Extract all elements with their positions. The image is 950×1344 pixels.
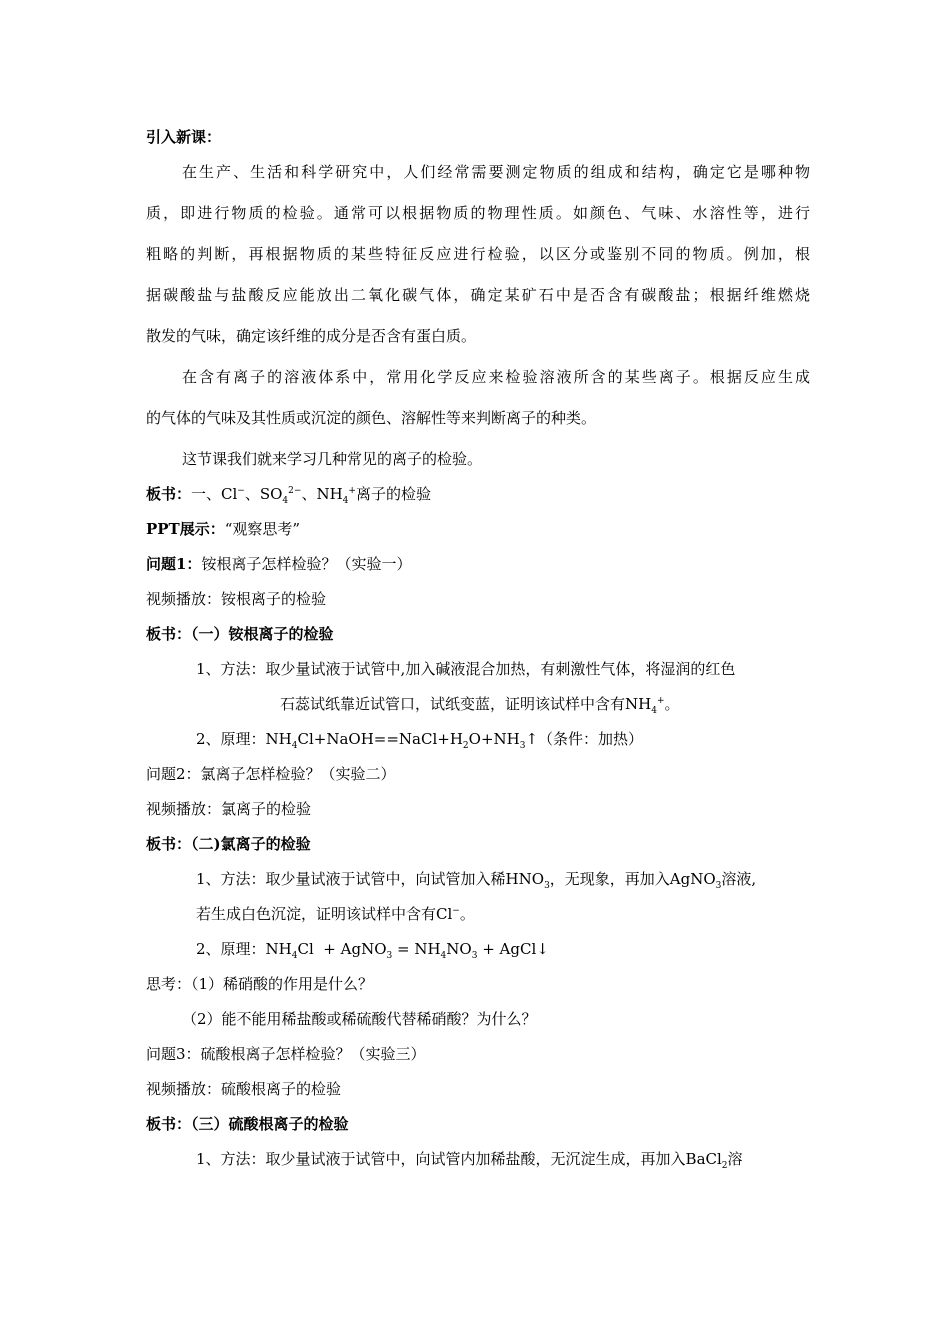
subscript: 4 [282,496,289,506]
subscript: 2 [721,1161,728,1171]
text-line: 在生产、生活和科学研究中，人们经常需要测定物质的组成和结构，确定它是哪种物 [182,163,810,181]
text-line: 粗略的判断，再根据物质的某些特征反应进行检验，以区分或鉴别不同的物质。例加，根 [146,245,810,263]
text: 2、原理：NH [196,730,292,748]
principle-1 [146,726,810,753]
subscript: 4 [291,741,298,751]
subscript: 3 [471,951,478,961]
document-body [146,124,810,1181]
ppt-text: “观察思考” [224,520,301,538]
video-3: 视频播放：硫酸根离子的检验 [146,1080,342,1098]
text-line: 的气体的气味及其性质或沉淀的颜色、溶解性等来判断离子的种类。 [146,409,597,427]
text: ↑（条件：加热） [525,730,644,748]
method-2-line-1 [146,866,810,893]
think-line-2: （2）能不能用稀盐酸或稀硫酸代替稀硝酸？为什么？ [182,1010,537,1028]
question-3: 问题3：硫酸根离子怎样检验？（实验三） [146,1045,426,1063]
intro-paragraph-3: 这节课我们就来学习几种常见的离子的检验。 [182,450,483,468]
text: ，无现象，再加入AgNO [549,870,716,888]
intro-paragraph-1 [146,159,810,350]
superscript: + [348,486,356,496]
subscript: 3 [715,881,722,891]
board-heading-4 [146,1111,810,1138]
board-heading-1 [146,481,810,508]
text: 溶液, [721,870,757,888]
text: 一、Cl [191,485,238,503]
question-2: 问题2：氯离子怎样检验？（实验二） [146,765,396,783]
think-line-1: 思考：（1）稀硝酸的作用是什么？ [146,975,374,993]
board-label: 板书： [146,485,192,503]
text: 石蕊试纸靠近试管口，试纸变蓝，证明该试样中含有NH [280,695,652,713]
superscript: + [656,696,665,706]
question-text: 铵根离子怎样检验？（实验一） [201,555,412,573]
text: Cl+NaOH==NaCl+H [297,730,463,748]
subscript: 3 [544,881,550,891]
text-line: 据碳酸盐与盐酸反应能放出二氧化碳气体，确定某矿石中是否含有碳酸盐；根据纤维燃烧 [146,286,810,304]
video-2: 视频播放：氯离子的检验 [146,800,312,818]
ppt-line [146,516,810,543]
subscript: 3 [519,741,526,751]
text: = NH [392,940,441,958]
board-label: 板书： [146,835,192,853]
subscript: 3 [386,951,393,961]
intro-heading: 引入新课： [146,128,222,146]
text: Cl + AgNO [297,940,387,958]
text: 1、方法：取少量试液于试管中，向试管内加稀盐酸，无沉淀生成，再加入BaCl [196,1150,722,1168]
board-text: （三）硫酸根离子的检验 [191,1115,349,1133]
ppt-label: PPT展示： [146,520,225,538]
board-heading-3 [146,831,810,858]
text: 。 [459,905,475,923]
subscript: 4 [291,951,298,961]
text: + AgCl↓ [477,940,549,958]
method-1-line-2 [146,691,810,718]
board-heading-2 [146,621,810,648]
text: 、SO [244,485,283,503]
superscript: − [237,486,245,496]
question-1 [146,551,810,578]
intro-paragraph-2 [146,364,810,432]
principle-2 [146,936,810,963]
subscript: 4 [440,951,447,961]
text: 1、方法：取少量试液于试管中，向试管加入稀HNO [196,870,545,888]
text: 、NH [301,485,343,503]
text: NO [446,940,472,958]
board-label: 板书： [146,1115,192,1133]
question-label: 问题1： [146,555,202,573]
text: 。 [664,695,680,713]
board-text: （二)氯离子的检验 [191,835,311,853]
method-3-line-1 [146,1146,810,1173]
method-2-line-2 [146,901,810,928]
text-line: 质，即进行物质的检验。通常可以根据物质的物理性质。如颜色、气味、水溶性等，进行 [146,204,810,222]
subscript: 2 [462,741,469,751]
text-line: 散发的气味，确定该纤维的成分是否含有蛋白质。 [146,327,477,345]
subscript: 4 [651,706,657,716]
text-line: 在含有离子的溶液体系中，常用化学反应来检验溶液所含的某些离子。根据反应生成 [182,368,810,386]
text: 2、原理：NH [196,940,292,958]
board-label: 板书： [146,625,192,643]
text: 溶 [727,1150,743,1168]
superscript: − [452,906,460,916]
video-1: 视频播放：铵根离子的检验 [146,590,327,608]
board-text: （一）铵根离子的检验 [191,625,334,643]
text: 若生成白色沉淀，证明该试样中含有Cl [196,905,453,923]
subscript: 4 [342,496,349,506]
superscript: 2− [288,486,302,496]
method-1-line-1: 1、方法：取少量试液于试管中,加入碱液混合加热，有刺激性气体，将湿润的红色 [196,660,736,678]
text: O+NH [468,730,520,748]
text: 离子的检验 [355,485,431,503]
